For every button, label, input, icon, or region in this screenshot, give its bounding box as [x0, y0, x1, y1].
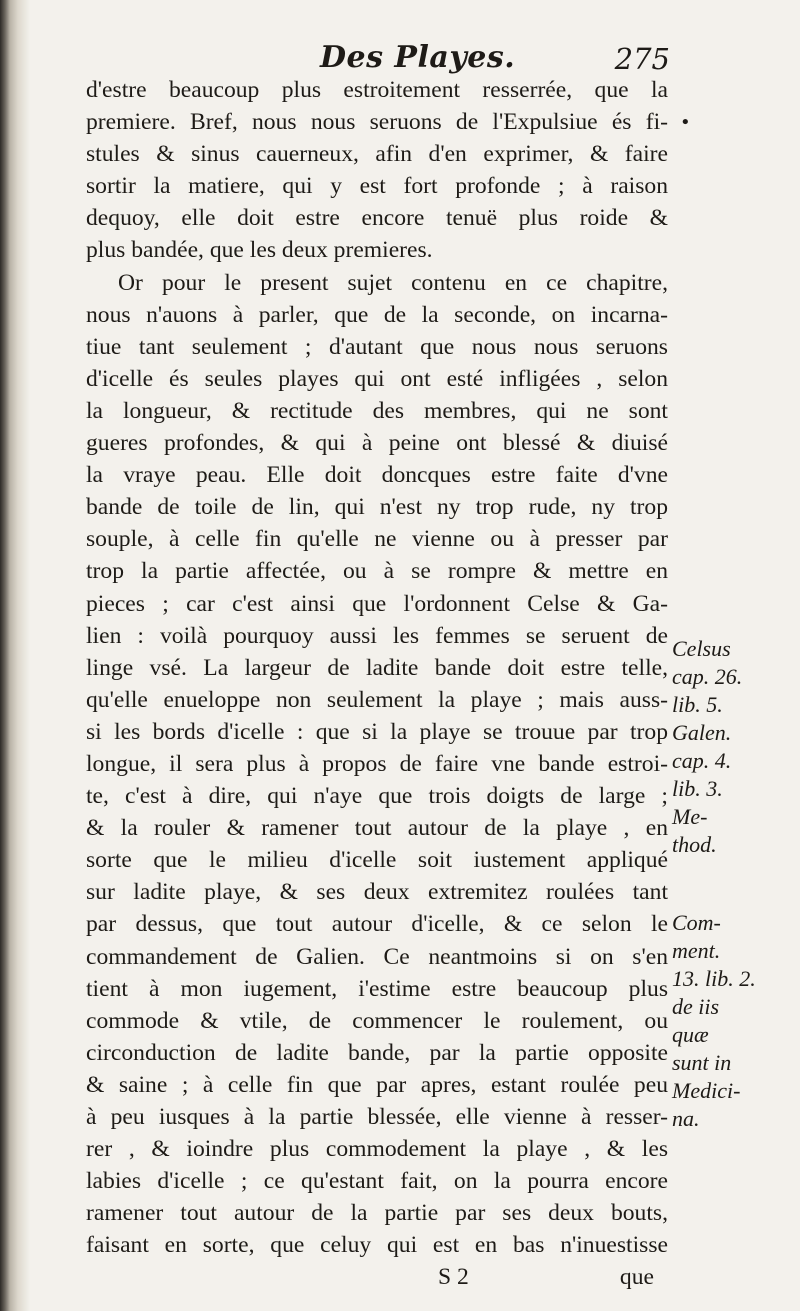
text-line: tiue tant seulement ; d'autant que nous nous seruons: [86, 333, 668, 360]
margin-note-line: Medici-: [672, 1078, 741, 1103]
text-line: bande de toile de lin, qui n'est ny trop rude, ny trop: [86, 494, 668, 521]
text-line: à peu iusques à la partie blessée, elle vienne à resser-: [86, 1104, 668, 1130]
margin-notes: [672, 635, 782, 1133]
page-number: 275: [614, 42, 670, 76]
text-line: commandement de Galien. Ce neantmoins si on s'en: [86, 943, 668, 970]
binding-gutter: [0, 0, 30, 1311]
text-line: rer , & ioindre plus commodement la playe , & les: [86, 1136, 668, 1163]
text-line: & la rouler & ramener tout autour de la playe , en: [86, 815, 668, 842]
margin-note-celsus-galen: [672, 635, 782, 859]
margin-note-line: ment.: [672, 938, 721, 963]
margin-note-line: sunt in: [672, 1050, 732, 1075]
text-line: commode & vtile, de commencer le roulement, ou: [86, 1007, 668, 1034]
margin-note-comment: [672, 909, 782, 1133]
margin-note-line: na.: [672, 1106, 700, 1131]
margin-note-line: de iis: [672, 994, 720, 1019]
signature-mark: S 2: [438, 1264, 469, 1291]
margin-note-line: cap. 26.: [672, 664, 743, 689]
margin-note-line: 13. lib. 2.: [672, 966, 756, 991]
text-line: te, c'est à dire, qui n'aye que trois doigts de large ;: [86, 783, 668, 810]
signature-line: [86, 1261, 668, 1293]
text-line: faisant en sorte, que celuy qui est en bas n'inuestisse: [86, 1232, 668, 1259]
margin-note-line: lib. 3.: [672, 776, 723, 801]
text-line: d'estre beaucoup plus estroitement resserrée, que la: [86, 77, 668, 103]
text-line: qu'elle enueloppe non seulement la playe ; mais auss-: [86, 686, 668, 713]
text-line: tient à mon iugement, i'estime estre beaucoup plus: [86, 975, 668, 1002]
stray-ink-mark: •: [680, 112, 691, 133]
text-line: Or pour le present sujet contenu en ce chapitre,: [118, 269, 668, 296]
margin-note-line: Celsus: [672, 636, 731, 661]
text-line: longue, il sera plus à propos de faire vne bande estroi-: [86, 750, 668, 777]
margin-note-line: lib. 5.: [672, 692, 723, 717]
margin-note-line: cap. 4.: [672, 748, 732, 773]
text-line: & saine ; à celle fin que par apres, estant roulée peu: [86, 1071, 668, 1098]
margin-note-line: quæ: [672, 1022, 709, 1047]
text-line: sur ladite playe, & ses deux extremitez roulées tant: [86, 879, 668, 906]
body-text: [86, 74, 668, 1294]
margin-note-line: thod.: [672, 832, 717, 857]
text-line: nous n'auons à parler, que de la seconde, on incarna-: [86, 301, 668, 328]
text-line: labies d'icelle ; ce qu'estant fait, on la pourra encore: [86, 1168, 668, 1195]
text-line: la longueur, & rectitude des membres, qui ne sont: [86, 397, 668, 424]
catchword: que: [619, 1264, 654, 1291]
text-line: dequoy, elle doit estre encore tenuë plus roide &: [86, 205, 668, 232]
running-title: Des Playes.: [320, 40, 516, 75]
text-line: lien : voilà pourquoy aussi les femmes se seruent de: [86, 622, 668, 649]
text-line: si les bords d'icelle : que si la playe se trouue par trop: [86, 718, 668, 745]
text-line: circonduction de ladite bande, par la partie opposite: [86, 1039, 668, 1066]
text-line: trop la partie affectée, ou à se rompre & mettre en: [86, 558, 668, 585]
text-line: premiere. Bref, nous nous seruons de l'Expulsiue és fi-: [86, 109, 668, 136]
text-line: sorte que le milieu d'icelle soit iustement appliqué: [86, 847, 668, 874]
text-line: la vraye peau. Elle doit doncques estre faite d'vne: [86, 462, 668, 489]
text-line: d'icelle és seules playes qui ont esté infligées , selon: [86, 365, 668, 392]
text-line: sortir la matiere, qui y est fort profonde ; à raison: [86, 173, 668, 200]
text-line: souple, à celle fin qu'elle ne vienne ou à presser par: [86, 526, 668, 553]
margin-note-line: Me-: [672, 804, 708, 829]
text-line: ramener tout autour de la partie par ses deux bouts,: [86, 1200, 668, 1227]
margin-note-line: Galen.: [672, 720, 732, 745]
text-line: stules & sinus cauerneux, afin d'en exprimer, & faire: [86, 141, 668, 168]
text-line: pieces ; car c'est ainsi que l'ordonnent Celse & Ga-: [86, 590, 668, 617]
margin-note-line: Com-: [672, 910, 721, 935]
text-line: linge vsé. La largeur de ladite bande doit estre telle,: [86, 654, 668, 681]
text-line: gueres profondes, & qui à peine ont blessé & diuisé: [86, 430, 668, 457]
text-line: par dessus, que tout autour d'icelle, & ce selon le: [86, 911, 668, 938]
text-line: plus bandée, que les deux premieres.: [86, 237, 433, 264]
